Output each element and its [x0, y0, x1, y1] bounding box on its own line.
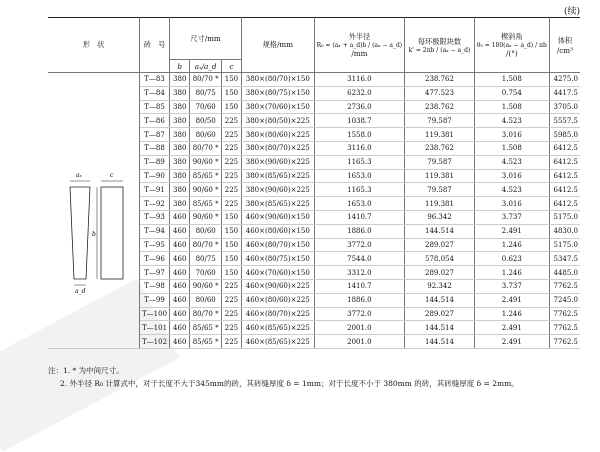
cell-wedge-angle: 0.623 — [474, 252, 549, 266]
cell-volume: 6412.5 — [549, 183, 580, 197]
cell-spec: 380×(85/65)×225 — [242, 169, 315, 183]
label-top: aₓ — [76, 172, 82, 180]
cell-ring-count: 477.523 — [405, 86, 475, 100]
cell-b: 460 — [170, 210, 190, 224]
cell-ax-ad: 85/65 * — [190, 335, 221, 349]
cell-brick-no: T—90 — [140, 169, 170, 183]
cell-spec: 460×(70/60)×150 — [242, 266, 315, 280]
cell-c: 150 — [221, 252, 241, 266]
outer-radius-title: 外半径 — [348, 32, 371, 41]
cell-b: 460 — [170, 252, 190, 266]
count-formula: k' = 2πb / (aₓ − a_d) — [408, 46, 471, 54]
cell-brick-no: T—101 — [140, 321, 170, 335]
cell-volume: 5985.0 — [549, 128, 580, 142]
cell-brick-no: T—98 — [140, 279, 170, 293]
cell-outer-radius: 1410.7 — [314, 279, 405, 293]
header-shape: 形 状 — [48, 18, 140, 73]
cell-volume: 7762.5 — [549, 307, 580, 321]
cell-wedge-angle: 3.016 — [474, 169, 549, 183]
cell-brick-no: T—88 — [140, 141, 170, 155]
cell-outer-radius: 7544.0 — [314, 252, 405, 266]
header-b: b — [170, 60, 190, 73]
cell-b: 460 — [170, 238, 190, 252]
cell-outer-radius: 3116.0 — [314, 141, 405, 155]
cell-wedge-angle: 4.523 — [474, 183, 549, 197]
cell-wedge-angle: 1.508 — [474, 73, 549, 87]
cell-outer-radius: 1886.0 — [314, 224, 405, 238]
cell-ax-ad: 85/65 * — [190, 169, 221, 183]
cell-spec: 460×(80/75)×150 — [242, 252, 315, 266]
cell-wedge-angle: 3.016 — [474, 128, 549, 142]
cell-c: 150 — [221, 73, 241, 87]
cell-wedge-angle: 3.737 — [474, 279, 549, 293]
cell-outer-radius: 3312.0 — [314, 266, 405, 280]
cell-spec: 380×(80/50)×225 — [242, 114, 315, 128]
cell-ring-count: 289.027 — [405, 266, 475, 280]
cell-outer-radius: 1558.0 — [314, 128, 405, 142]
cell-volume: 5175.0 — [549, 238, 580, 252]
cell-outer-radius: 1886.0 — [314, 293, 405, 307]
cell-volume: 7762.5 — [549, 321, 580, 335]
cell-spec: 380×(70/60)×150 — [242, 100, 315, 114]
cell-volume: 4485.0 — [549, 266, 580, 280]
cell-b: 380 — [170, 197, 190, 211]
cell-spec: 380×(85/65)×225 — [242, 197, 315, 211]
cell-brick-no: T—94 — [140, 224, 170, 238]
cell-wedge-angle: 1.246 — [474, 307, 549, 321]
cell-spec: 460×(90/60)×150 — [242, 210, 315, 224]
cell-ring-count: 289.027 — [405, 238, 475, 252]
header-volume — [549, 18, 580, 73]
cell-brick-no: T—84 — [140, 86, 170, 100]
cell-b: 460 — [170, 266, 190, 280]
cell-ring-count: 96.342 — [405, 210, 475, 224]
cell-ax-ad: 90/60 * — [190, 279, 221, 293]
cell-spec: 380×(90/60)×225 — [242, 155, 315, 169]
cell-brick-no: T—99 — [140, 293, 170, 307]
cell-brick-no: T—93 — [140, 210, 170, 224]
cell-b: 460 — [170, 321, 190, 335]
cell-ring-count: 92.342 — [405, 279, 475, 293]
cell-c: 150 — [221, 86, 241, 100]
cell-wedge-angle: 1.508 — [474, 141, 549, 155]
cell-ax-ad: 80/60 — [190, 293, 221, 307]
cell-ax-ad: 80/70 * — [190, 238, 221, 252]
cell-ring-count: 79.587 — [405, 114, 475, 128]
cell-b: 460 — [170, 224, 190, 238]
cell-ring-count: 119.381 — [405, 128, 475, 142]
cell-ax-ad: 80/50 — [190, 114, 221, 128]
cell-ax-ad: 80/70 * — [190, 141, 221, 155]
cell-spec: 460×(85/65)×225 — [242, 335, 315, 349]
cell-outer-radius: 2001.0 — [314, 335, 405, 349]
cell-b: 380 — [170, 141, 190, 155]
header-outer-radius — [314, 18, 405, 73]
cell-wedge-angle: 4.523 — [474, 155, 549, 169]
cell-brick-no: T—95 — [140, 238, 170, 252]
note-1: 注：1. * 为中间尺寸。 — [48, 366, 124, 375]
cell-volume: 7762.5 — [549, 279, 580, 293]
cell-ring-count: 144.514 — [405, 224, 475, 238]
cell-c: 225 — [221, 114, 241, 128]
cell-outer-radius: 1038.7 — [314, 114, 405, 128]
cell-ax-ad: 70/60 — [190, 100, 221, 114]
brick-side-view — [101, 187, 123, 279]
cell-volume: 7245.0 — [549, 293, 580, 307]
angle-title: 楔斜角 — [501, 32, 523, 41]
cell-wedge-angle: 2.491 — [474, 321, 549, 335]
cell-volume: 3705.0 — [549, 100, 580, 114]
notes — [48, 364, 519, 390]
cell-ax-ad: 80/75 — [190, 252, 221, 266]
cell-b: 380 — [170, 155, 190, 169]
cell-volume: 6412.5 — [549, 155, 580, 169]
cell-wedge-angle: 1.246 — [474, 266, 549, 280]
header-angle — [474, 18, 549, 73]
cell-outer-radius: 2001.0 — [314, 321, 405, 335]
cell-ring-count: 289.027 — [405, 307, 475, 321]
cell-b: 380 — [170, 114, 190, 128]
table-row — [48, 73, 580, 87]
cell-c: 225 — [221, 279, 241, 293]
outer-radius-formula: R₀ = (aₓ + a_d)b / (aₓ − a_d) — [316, 42, 403, 49]
label-width: c — [110, 172, 114, 180]
shape-diagram-cell — [48, 73, 140, 349]
cell-wedge-angle: 2.491 — [474, 224, 549, 238]
cell-c: 225 — [221, 293, 241, 307]
cell-c: 150 — [221, 238, 241, 252]
cell-ring-count: 79.587 — [405, 183, 475, 197]
cell-brick-no: T—100 — [140, 307, 170, 321]
brick-spec-table — [48, 17, 580, 349]
cell-outer-radius: 3772.0 — [314, 307, 405, 321]
cell-volume: 6412.5 — [549, 197, 580, 211]
cell-b: 380 — [170, 183, 190, 197]
cell-outer-radius: 1165.3 — [314, 155, 405, 169]
cell-ring-count: 119.381 — [405, 197, 475, 211]
cell-ax-ad: 90/60 * — [190, 183, 221, 197]
cell-b: 460 — [170, 307, 190, 321]
cell-spec: 380×(80/70)×150 — [242, 73, 315, 87]
cell-brick-no: T—87 — [140, 128, 170, 142]
cell-brick-no: T—83 — [140, 73, 170, 87]
cell-outer-radius: 1653.0 — [314, 197, 405, 211]
cell-c: 225 — [221, 307, 241, 321]
table-body — [48, 73, 580, 349]
label-bottom: a_d — [75, 288, 86, 296]
cell-wedge-angle: 3.016 — [474, 197, 549, 211]
cell-brick-no: T—89 — [140, 155, 170, 169]
note-2: 2. 外半径 R₀ 计算式中，对于长度不大于345mm的砖，其砖缝厚度 δ = 1mm；对于长度不小于 380mm 的砖，其砖缝厚度 δ = 2mm。 — [60, 379, 519, 388]
cell-c: 225 — [221, 155, 241, 169]
header-spec: 规格/mm — [242, 18, 315, 73]
cell-spec: 460×(80/60)×150 — [242, 224, 315, 238]
cell-c: 225 — [221, 128, 241, 142]
header-count — [405, 18, 475, 73]
cell-spec: 380×(90/60)×225 — [242, 183, 315, 197]
cell-ring-count: 238.762 — [405, 73, 475, 87]
cell-brick-no: T—85 — [140, 100, 170, 114]
cell-c: 150 — [221, 224, 241, 238]
cell-brick-no: T—92 — [140, 197, 170, 211]
cell-outer-radius: 2736.0 — [314, 100, 405, 114]
cell-outer-radius: 1410.7 — [314, 210, 405, 224]
cell-wedge-angle: 2.491 — [474, 293, 549, 307]
cell-spec: 380×(80/70)×225 — [242, 141, 315, 155]
cell-c: 225 — [221, 197, 241, 211]
cell-ax-ad: 80/70 * — [190, 73, 221, 87]
cell-b: 380 — [170, 86, 190, 100]
cell-ax-ad: 85/65 * — [190, 197, 221, 211]
cell-b: 380 — [170, 100, 190, 114]
cell-wedge-angle: 4.523 — [474, 114, 549, 128]
cell-b: 460 — [170, 335, 190, 349]
cell-outer-radius: 3772.0 — [314, 238, 405, 252]
cell-spec: 460×(90/60)×225 — [242, 279, 315, 293]
cell-ax-ad: 70/60 — [190, 266, 221, 280]
cell-ring-count: 144.514 — [405, 335, 475, 349]
cell-spec: 460×(85/65)×225 — [242, 321, 315, 335]
cell-ax-ad: 80/60 — [190, 224, 221, 238]
label-depth: b — [92, 231, 96, 239]
cell-wedge-angle: 2.491 — [474, 335, 549, 349]
cell-c: 150 — [221, 266, 241, 280]
cell-ax-ad: 90/60 * — [190, 210, 221, 224]
cell-outer-radius: 1653.0 — [314, 169, 405, 183]
cell-spec: 460×(80/70)×225 — [242, 307, 315, 321]
brick-diagram — [48, 109, 139, 309]
cell-wedge-angle: 1.246 — [474, 238, 549, 252]
cell-brick-no: T—102 — [140, 335, 170, 349]
cell-wedge-angle: 0.754 — [474, 86, 549, 100]
cell-ax-ad: 85/65 * — [190, 321, 221, 335]
cell-b: 380 — [170, 73, 190, 87]
cell-outer-radius: 6232.0 — [314, 86, 405, 100]
cell-brick-no: T—91 — [140, 183, 170, 197]
cell-ring-count: 238.762 — [405, 141, 475, 155]
cell-volume: 5347.5 — [549, 252, 580, 266]
cell-b: 460 — [170, 279, 190, 293]
cell-brick-no: T—96 — [140, 252, 170, 266]
cell-ring-count: 238.762 — [405, 100, 475, 114]
cell-volume: 5175.0 — [549, 210, 580, 224]
cell-ring-count: 578.054 — [405, 252, 475, 266]
cell-ring-count: 144.514 — [405, 293, 475, 307]
cell-ring-count: 119.381 — [405, 169, 475, 183]
cell-volume: 4275.0 — [549, 73, 580, 87]
header-c: c — [221, 60, 241, 73]
cell-b: 380 — [170, 169, 190, 183]
cell-c: 150 — [221, 210, 241, 224]
header-brick-no: 砖 号 — [140, 18, 170, 73]
cell-brick-no: T—86 — [140, 114, 170, 128]
volume-unit: /cm³ — [556, 45, 573, 55]
cell-spec: 380×(80/60)×225 — [242, 128, 315, 142]
brick-front-view — [70, 187, 90, 279]
cell-volume: 4830.0 — [549, 224, 580, 238]
cell-volume: 6412.5 — [549, 169, 580, 183]
cell-ax-ad: 90/60 * — [190, 155, 221, 169]
cell-ring-count: 79.587 — [405, 155, 475, 169]
cell-ax-ad: 80/60 — [190, 128, 221, 142]
outer-radius-unit: /mm — [351, 49, 368, 58]
cell-spec: 460×(80/60)×225 — [242, 293, 315, 307]
cell-spec: 380×(80/75)×150 — [242, 86, 315, 100]
cell-volume: 5557.5 — [549, 114, 580, 128]
cell-b: 380 — [170, 128, 190, 142]
cell-wedge-angle: 3.737 — [474, 210, 549, 224]
cell-b: 460 — [170, 293, 190, 307]
cell-c: 225 — [221, 141, 241, 155]
cell-c: 225 — [221, 321, 241, 335]
cell-ring-count: 144.514 — [405, 321, 475, 335]
cell-brick-no: T—97 — [140, 266, 170, 280]
cell-c: 225 — [221, 169, 241, 183]
cell-c: 225 — [221, 183, 241, 197]
angle-unit: /(°) — [506, 49, 518, 58]
angle-formula: θ₀ = 180(aₓ − a_d) / πb — [476, 42, 547, 49]
cell-spec: 460×(80/70)×150 — [242, 238, 315, 252]
cell-ax-ad: 80/75 — [190, 86, 221, 100]
cell-c: 225 — [221, 335, 241, 349]
cell-volume: 7762.5 — [549, 335, 580, 349]
header-dimension: 尺寸/mm — [170, 18, 242, 60]
cell-c: 150 — [221, 100, 241, 114]
continued-label: (续) — [563, 7, 580, 17]
volume-title: 体积 — [557, 35, 573, 45]
cell-volume: 6412.5 — [549, 141, 580, 155]
cell-outer-radius: 1165.3 — [314, 183, 405, 197]
cell-outer-radius: 3116.0 — [314, 73, 405, 87]
cell-ax-ad: 80/70 * — [190, 307, 221, 321]
header-a: aₓ/a_d — [190, 60, 221, 73]
cell-wedge-angle: 1.508 — [474, 100, 549, 114]
cell-volume: 4417.5 — [549, 86, 580, 100]
count-title: 每环极限块数 — [417, 36, 462, 46]
